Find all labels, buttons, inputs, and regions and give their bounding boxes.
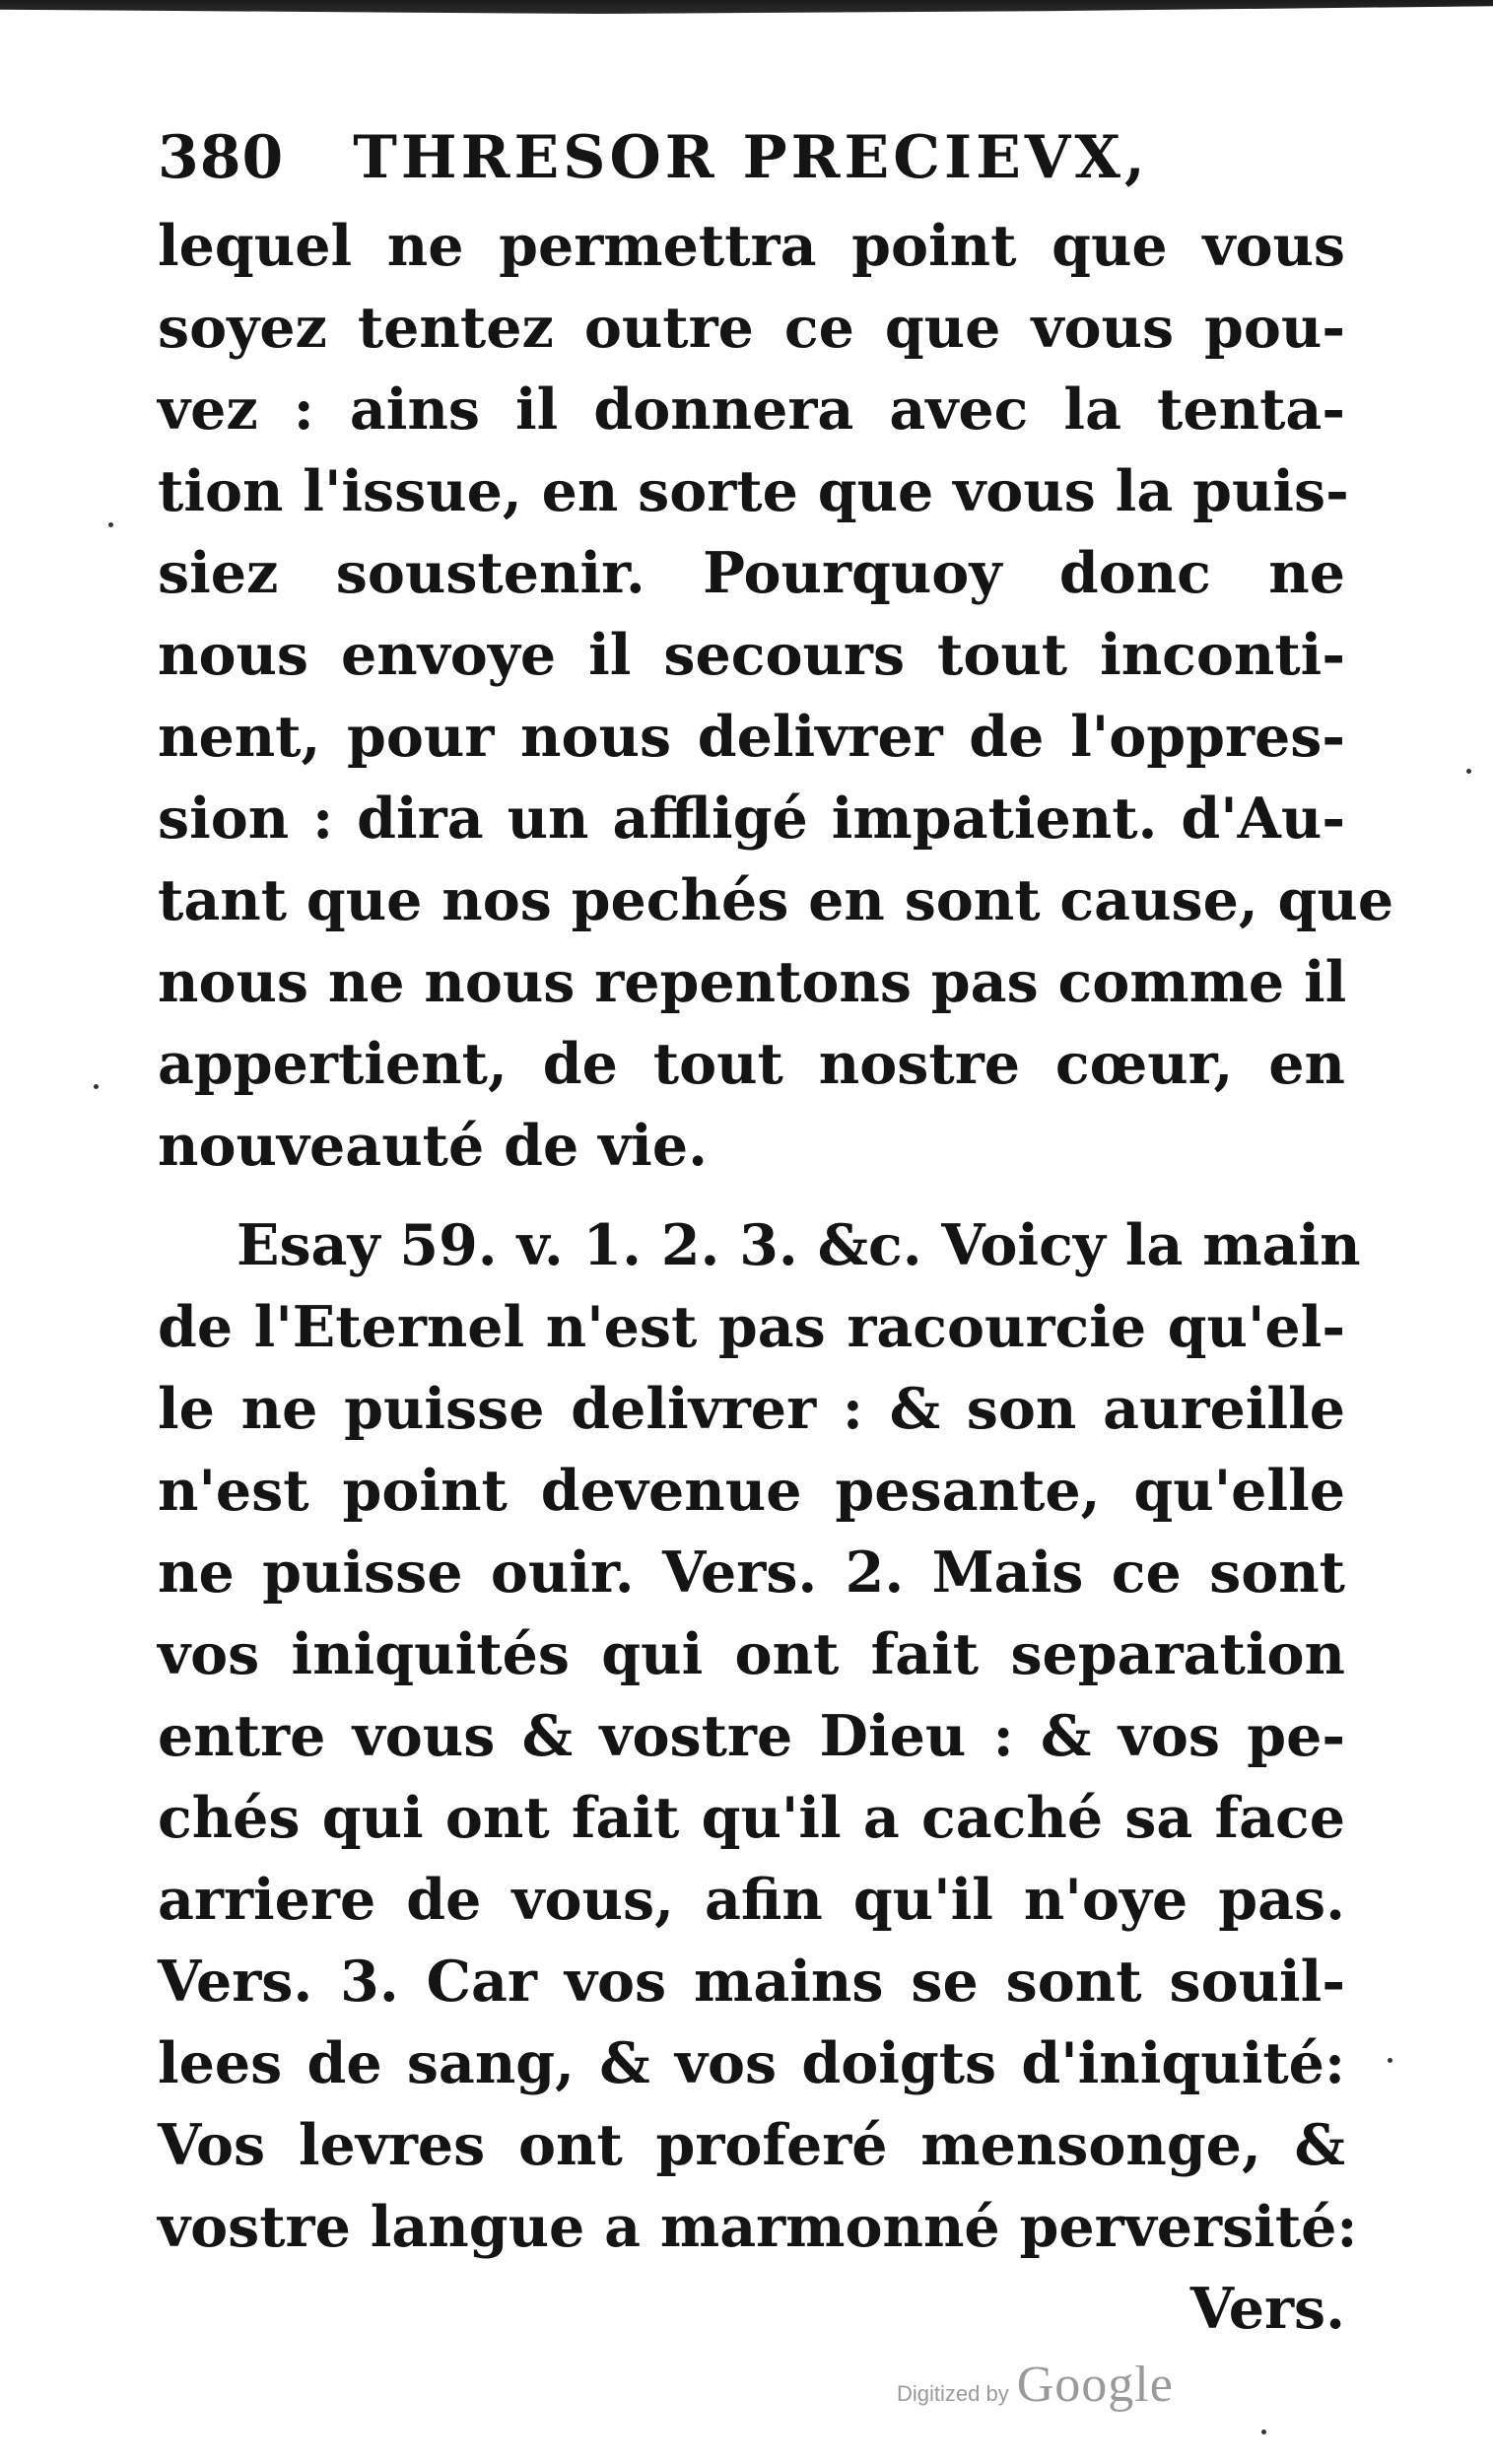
google-watermark — [897, 2356, 1174, 2414]
text-line: lequel ne permettra point que vous — [158, 213, 1345, 279]
text-line: appertient, de tout nostre cœur, en — [158, 1031, 1345, 1097]
text-line: vostre langue a marmonné perversité: — [158, 2194, 1358, 2260]
text-line: nent, pour nous delivrer de l'oppres- — [158, 704, 1345, 770]
text-line: Vos levres ont proferé mensonge, & — [158, 2112, 1345, 2178]
text-line: n'est point devenue pesante, qu'elle — [158, 1458, 1345, 1524]
book-page — [158, 116, 1394, 2350]
ink-speck — [94, 1084, 99, 1089]
text-line: vos iniquités qui ont fait separation — [158, 1621, 1345, 1687]
text-line: vez : ains il donnera avec la tenta- — [158, 376, 1345, 443]
paragraph-1 — [158, 205, 1394, 1187]
text-line: tion l'issue, en sorte que vous la puis- — [158, 458, 1349, 524]
text-line: lees de sang, & vos doigts d'iniquité: — [158, 2030, 1345, 2096]
running-title: THRESOR PRECIEVX, — [353, 123, 1149, 192]
text-line: arriere de vous, afin qu'il n'oye pas. — [158, 1867, 1345, 1933]
text-line: Esay 59. v. 1. 2. 3. &c. Voicy la main — [237, 1212, 1361, 1278]
text-line: nous ne nous repentons pas comme il — [158, 949, 1347, 1015]
text-line: entre vous & vostre Dieu : & vos pe- — [158, 1703, 1345, 1769]
text-line: sion : dira un affligé impatient. d'Au- — [158, 786, 1345, 852]
text-line: chés qui ont fait qu'il a caché sa face — [158, 1785, 1345, 1851]
page-header — [158, 116, 1345, 199]
ink-speck — [1388, 2058, 1392, 2063]
page-number: 380 — [158, 123, 285, 192]
text-line: nous envoye il secours tout inconti- — [158, 622, 1345, 688]
text-line: soyez tentez outre ce que vous pou- — [158, 295, 1345, 361]
text-line: de l'Eternel n'est pas racourcie qu'el- — [158, 1294, 1345, 1360]
watermark-digitized-by: Digitized by — [897, 2381, 1009, 2406]
top-edge-shadow — [0, 0, 1493, 14]
text-line: ne puisse ouir. Vers. 2. Mais ce sont — [158, 1540, 1345, 1606]
text-line: Vers. 3. Car vos mains se sont souil- — [158, 1949, 1345, 2015]
ink-speck — [1261, 2430, 1266, 2434]
ink-speck — [1466, 769, 1471, 774]
text-line: siez soustenir. Pourquoy donc ne — [158, 540, 1345, 606]
text-line: tant que nos pechés en sont cause, que — [158, 867, 1394, 933]
catchword: Vers. — [1189, 2276, 1345, 2342]
paragraph-2 — [158, 1204, 1361, 2350]
ink-speck — [108, 522, 113, 527]
watermark-google-logo: Google — [1016, 2357, 1174, 2413]
text-line: le ne puisse delivrer : & son aureille — [158, 1376, 1345, 1442]
paragraph-gap — [158, 1187, 1345, 1204]
text-line: nouveauté de vie. — [158, 1113, 708, 1179]
